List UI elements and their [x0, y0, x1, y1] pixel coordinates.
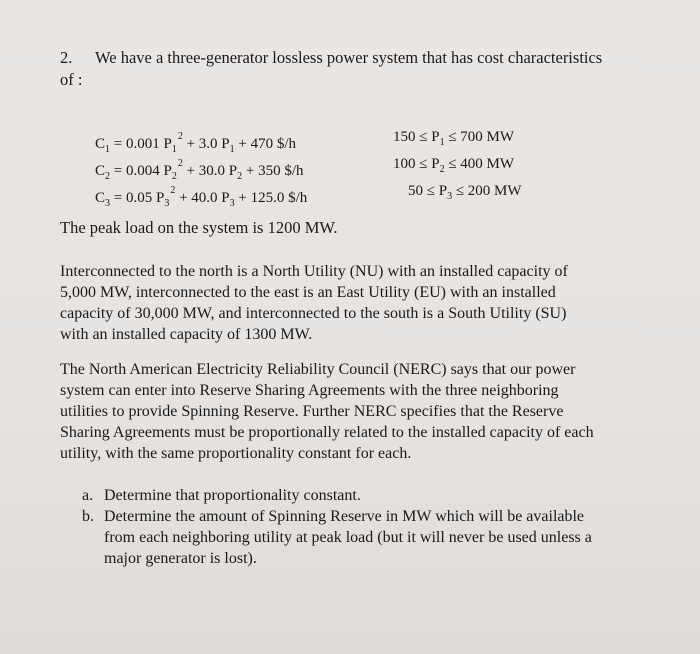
limit-equation-1: $150 \le P_1 \le 700$ MW	[393, 129, 515, 148]
problem-number: 2.	[60, 48, 73, 67]
problem-intro-line-2: of :	[60, 70, 83, 89]
list-item: b. Determine the amount of Spinning Reserve in MW which will be available from each neighboring utility at peak load (but it will never be used unless a major generator is lost).	[82, 508, 592, 567]
limit-equation-2: $100 \le P_2 \le 400$ MW	[393, 156, 515, 175]
peak-load-statement: The peak load on the system is 1200 MW.	[60, 218, 338, 237]
problem-intro-line-1: We have a three-generator lossless power system that has cost characteristics	[95, 48, 603, 67]
cost-equation-1: $C_1 = 0.001$ $P_1^2 + 3.0$ $P_1 + 470$ $/h	[95, 131, 297, 155]
interconnection-paragraph: Interconnected to the north is a North Utility (NU) with an installed capacity of 5,000 MW, interconnected to the east is an East Utility (EU) with an installed capacity of 30,000 MW, and interconnected to the south is a South Utility (SU) with an installed capacity of 1300 MW.	[60, 263, 568, 343]
cost-equation-3: $C_3 = 0.05$ $P_3^2 + 40.0$ $P_3 + 125.0$ $/h	[95, 185, 308, 209]
limit-equation-3: $50 \le P_3 \le 200$ MW	[408, 183, 522, 202]
cost-equation-2: $C_2 = 0.004$ $P_2^2 + 30.0$ $P_2 + 350$ $/h	[95, 158, 304, 182]
list-item: a. Determine that proportionality constant.	[82, 487, 361, 504]
task-list	[82, 485, 592, 569]
nerc-paragraph: The North American Electricity Reliability Council (NERC) says that our power system can enter into Reserve Sharing Agreements with the three neighboring utilities to provide Spinning Reserve. Further NERC specifies that the Reserve Sharing Agreements must be proportionally related to the installed capacity of each utility, with the same proportionality constant for each.	[60, 361, 594, 462]
